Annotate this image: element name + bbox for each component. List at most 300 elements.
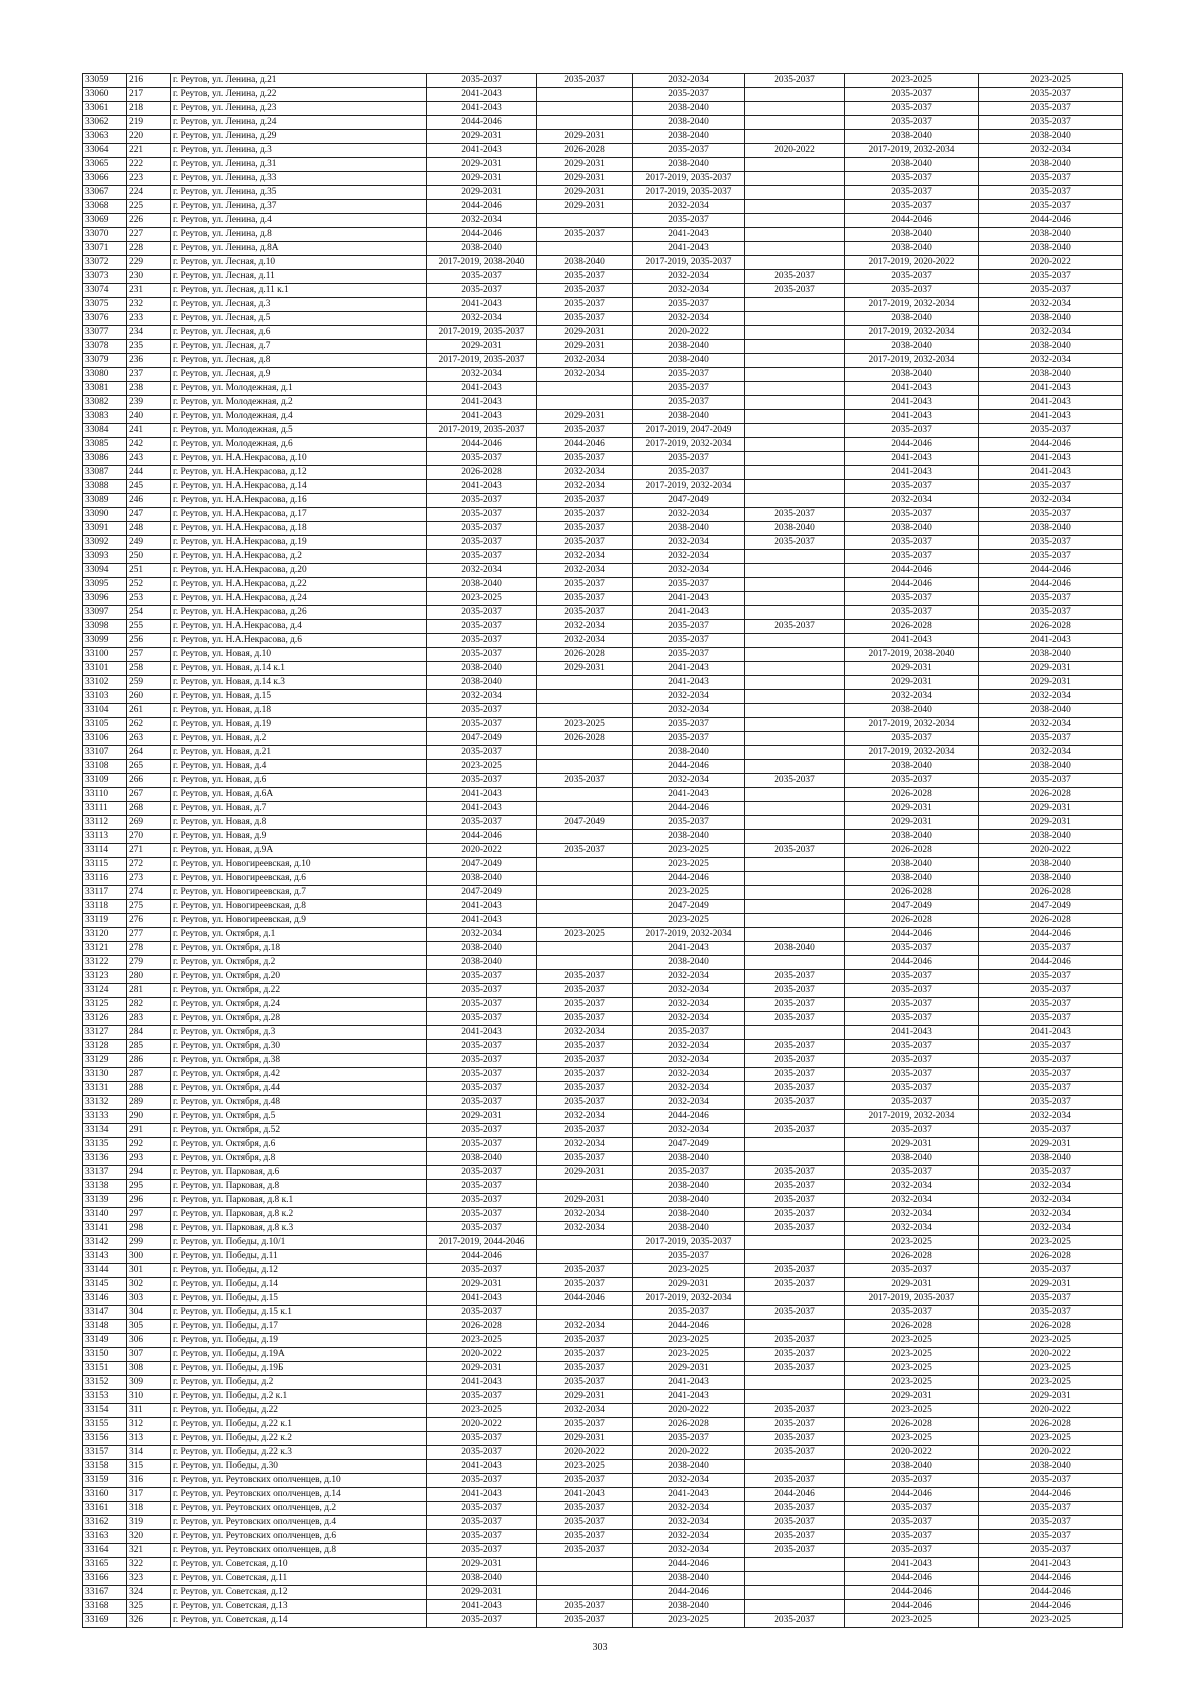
address-cell: г. Реутов, ул. Новогиреевская, д.6: [171, 872, 427, 886]
row-number-cell: 227: [127, 228, 171, 242]
address-cell: г. Реутов, ул. Н.А.Некрасова, д.14: [171, 480, 427, 494]
period-cell-6: 2038-2040: [979, 158, 1123, 172]
period-cell-4: [745, 354, 845, 368]
period-cell-6: 2044-2046: [979, 214, 1123, 228]
period-cell-3: 2032-2034: [633, 1474, 745, 1488]
row-number-cell: 286: [127, 1054, 171, 1068]
address-cell: г. Реутов, ул. Октября, д.30: [171, 1040, 427, 1054]
period-cell-1: 2035-2037: [427, 522, 537, 536]
schedule-table: [82, 73, 1123, 1628]
row-id-cell: 33155: [83, 1418, 127, 1432]
row-id-cell: 33161: [83, 1502, 127, 1516]
row-id-cell: 33137: [83, 1166, 127, 1180]
period-cell-3: 2032-2034: [633, 1012, 745, 1026]
period-cell-4: [745, 172, 845, 186]
period-cell-1: 2029-2031: [427, 172, 537, 186]
period-cell-4: 2035-2037: [745, 1418, 845, 1432]
period-cell-4: [745, 1376, 845, 1390]
period-cell-4: [745, 900, 845, 914]
row-number-cell: 326: [127, 1614, 171, 1628]
period-cell-2: [537, 382, 633, 396]
address-cell: г. Реутов, ул. Новогиреевская, д.7: [171, 886, 427, 900]
row-number-cell: 308: [127, 1362, 171, 1376]
period-cell-2: 2023-2025: [537, 718, 633, 732]
period-cell-3: 2023-2025: [633, 914, 745, 928]
period-cell-4: 2035-2037: [745, 984, 845, 998]
period-cell-2: 2035-2037: [537, 1278, 633, 1292]
table-row: [83, 732, 1123, 746]
period-cell-4: 2035-2037: [745, 1124, 845, 1138]
period-cell-3: 2038-2040: [633, 956, 745, 970]
period-cell-3: 2035-2037: [633, 816, 745, 830]
period-cell-4: [745, 760, 845, 774]
period-cell-3: 2032-2034: [633, 550, 745, 564]
period-cell-3: 2041-2043: [633, 1376, 745, 1390]
period-cell-6: 2038-2040: [979, 228, 1123, 242]
period-cell-5: 2023-2025: [845, 1432, 979, 1446]
address-cell: г. Реутов, ул. Победы, д.22 к.1: [171, 1418, 427, 1432]
period-cell-6: 2041-2043: [979, 396, 1123, 410]
row-number-cell: 223: [127, 172, 171, 186]
row-id-cell: 33140: [83, 1208, 127, 1222]
table-row: [83, 466, 1123, 480]
period-cell-5: 2032-2034: [845, 1208, 979, 1222]
period-cell-2: 2020-2022: [537, 1446, 633, 1460]
period-cell-1: 2035-2037: [427, 1390, 537, 1404]
period-cell-2: [537, 396, 633, 410]
period-cell-3: 2044-2046: [633, 1558, 745, 1572]
address-cell: г. Реутов, ул. Ленина, д.21: [171, 74, 427, 88]
period-cell-6: 2038-2040: [979, 872, 1123, 886]
period-cell-5: 2035-2037: [845, 186, 979, 200]
period-cell-2: 2023-2025: [537, 928, 633, 942]
table-row: [83, 200, 1123, 214]
period-cell-5: 2035-2037: [845, 1166, 979, 1180]
address-cell: г. Реутов, ул. Новогиреевская, д.8: [171, 900, 427, 914]
row-number-cell: 274: [127, 886, 171, 900]
period-cell-3: 2038-2040: [633, 354, 745, 368]
row-number-cell: 291: [127, 1124, 171, 1138]
row-number-cell: 218: [127, 102, 171, 116]
period-cell-3: 2035-2037: [633, 1306, 745, 1320]
address-cell: г. Реутов, ул. Лесная, д.7: [171, 340, 427, 354]
period-cell-4: 2035-2037: [745, 1530, 845, 1544]
table-row: [83, 1362, 1123, 1376]
row-number-cell: 235: [127, 340, 171, 354]
row-id-cell: 33158: [83, 1460, 127, 1474]
table-row: [83, 1572, 1123, 1586]
period-cell-4: [745, 256, 845, 270]
period-cell-2: [537, 788, 633, 802]
row-id-cell: 33080: [83, 368, 127, 382]
period-cell-3: 2044-2046: [633, 872, 745, 886]
period-cell-5: 2044-2046: [845, 564, 979, 578]
period-cell-3: 2038-2040: [633, 522, 745, 536]
row-id-cell: 33168: [83, 1600, 127, 1614]
row-number-cell: 217: [127, 88, 171, 102]
row-number-cell: 299: [127, 1236, 171, 1250]
period-cell-4: 2035-2037: [745, 1054, 845, 1068]
period-cell-3: 2032-2034: [633, 1068, 745, 1082]
period-cell-2: 2035-2037: [537, 1530, 633, 1544]
period-cell-4: [745, 1292, 845, 1306]
row-number-cell: 298: [127, 1222, 171, 1236]
period-cell-5: 2035-2037: [845, 606, 979, 620]
address-cell: г. Реутов, ул. Молодежная, д.4: [171, 410, 427, 424]
period-cell-2: [537, 676, 633, 690]
row-id-cell: 33086: [83, 452, 127, 466]
period-cell-3: 2020-2022: [633, 1446, 745, 1460]
period-cell-2: 2026-2028: [537, 648, 633, 662]
period-cell-1: 2029-2031: [427, 1586, 537, 1600]
address-cell: г. Реутов, ул. Новая, д.7: [171, 802, 427, 816]
address-cell: г. Реутов, ул. Победы, д.14: [171, 1278, 427, 1292]
period-cell-5: 2035-2037: [845, 116, 979, 130]
period-cell-3: 2032-2034: [633, 1502, 745, 1516]
address-cell: г. Реутов, ул. Советская, д.12: [171, 1586, 427, 1600]
period-cell-1: 2041-2043: [427, 382, 537, 396]
period-cell-6: 2041-2043: [979, 410, 1123, 424]
period-cell-1: 2044-2046: [427, 200, 537, 214]
address-cell: г. Реутов, ул. Октября, д.5: [171, 1110, 427, 1124]
period-cell-6: 2038-2040: [979, 340, 1123, 354]
period-cell-4: [745, 438, 845, 452]
period-cell-4: [745, 494, 845, 508]
period-cell-3: 2035-2037: [633, 1166, 745, 1180]
period-cell-6: 2029-2031: [979, 802, 1123, 816]
period-cell-4: [745, 676, 845, 690]
table-row: [83, 1404, 1123, 1418]
table-row: [83, 1320, 1123, 1334]
period-cell-5: 2035-2037: [845, 200, 979, 214]
row-number-cell: 310: [127, 1390, 171, 1404]
period-cell-3: 2032-2034: [633, 536, 745, 550]
period-cell-4: [745, 746, 845, 760]
table-row: [83, 284, 1123, 298]
row-id-cell: 33096: [83, 592, 127, 606]
period-cell-2: 2032-2034: [537, 1320, 633, 1334]
row-number-cell: 249: [127, 536, 171, 550]
table-row: [83, 550, 1123, 564]
period-cell-6: 2026-2028: [979, 886, 1123, 900]
table-row: [83, 536, 1123, 550]
row-number-cell: 292: [127, 1138, 171, 1152]
period-cell-6: 2026-2028: [979, 788, 1123, 802]
row-number-cell: 323: [127, 1572, 171, 1586]
table-row: [83, 74, 1123, 88]
period-cell-2: 2032-2034: [537, 634, 633, 648]
row-number-cell: 289: [127, 1096, 171, 1110]
row-id-cell: 33143: [83, 1250, 127, 1264]
period-cell-4: 2038-2040: [745, 522, 845, 536]
table-row: [83, 1516, 1123, 1530]
row-id-cell: 33115: [83, 858, 127, 872]
row-id-cell: 33083: [83, 410, 127, 424]
period-cell-2: 2029-2031: [537, 326, 633, 340]
table-row: [83, 1152, 1123, 1166]
period-cell-3: 2038-2040: [633, 746, 745, 760]
address-cell: г. Реутов, ул. Лесная, д.11: [171, 270, 427, 284]
period-cell-2: 2047-2049: [537, 816, 633, 830]
period-cell-1: 2032-2034: [427, 312, 537, 326]
row-id-cell: 33069: [83, 214, 127, 228]
row-number-cell: 262: [127, 718, 171, 732]
period-cell-4: [745, 886, 845, 900]
period-cell-5: 2035-2037: [845, 1096, 979, 1110]
table-row: [83, 942, 1123, 956]
period-cell-4: [745, 718, 845, 732]
address-cell: г. Реутов, ул. Лесная, д.10: [171, 256, 427, 270]
period-cell-2: [537, 116, 633, 130]
period-cell-2: 2035-2037: [537, 424, 633, 438]
period-cell-2: [537, 858, 633, 872]
row-number-cell: 251: [127, 564, 171, 578]
period-cell-1: 2047-2049: [427, 858, 537, 872]
row-id-cell: 33136: [83, 1152, 127, 1166]
row-id-cell: 33067: [83, 186, 127, 200]
table-row: [83, 186, 1123, 200]
period-cell-5: 2017-2019, 2032-2034: [845, 746, 979, 760]
period-cell-1: 2041-2043: [427, 410, 537, 424]
period-cell-5: 2035-2037: [845, 88, 979, 102]
period-cell-5: 2032-2034: [845, 1222, 979, 1236]
table-row: [83, 606, 1123, 620]
table-row: [83, 256, 1123, 270]
row-id-cell: 33147: [83, 1306, 127, 1320]
period-cell-1: 2035-2037: [427, 550, 537, 564]
period-cell-4: [745, 396, 845, 410]
period-cell-3: 2020-2022: [633, 326, 745, 340]
period-cell-5: 2035-2037: [845, 102, 979, 116]
table-row: [83, 1502, 1123, 1516]
address-cell: г. Реутов, ул. Октября, д.28: [171, 1012, 427, 1026]
period-cell-1: 2044-2046: [427, 830, 537, 844]
period-cell-6: 2038-2040: [979, 242, 1123, 256]
row-number-cell: 229: [127, 256, 171, 270]
period-cell-6: 2044-2046: [979, 1586, 1123, 1600]
period-cell-5: 2041-2043: [845, 1558, 979, 1572]
period-cell-2: 2035-2037: [537, 1124, 633, 1138]
row-number-cell: 312: [127, 1418, 171, 1432]
period-cell-6: 2020-2022: [979, 844, 1123, 858]
table-row: [83, 1530, 1123, 1544]
table-row: [83, 354, 1123, 368]
table-row: [83, 410, 1123, 424]
period-cell-1: 2020-2022: [427, 844, 537, 858]
period-cell-5: 2038-2040: [845, 872, 979, 886]
period-cell-2: 2029-2031: [537, 1432, 633, 1446]
period-cell-4: 2035-2037: [745, 1068, 845, 1082]
period-cell-5: 2038-2040: [845, 704, 979, 718]
period-cell-6: 2044-2046: [979, 578, 1123, 592]
period-cell-3: 2032-2034: [633, 998, 745, 1012]
period-cell-1: 2041-2043: [427, 144, 537, 158]
row-number-cell: 267: [127, 788, 171, 802]
period-cell-4: [745, 802, 845, 816]
period-cell-4: [745, 1558, 845, 1572]
period-cell-3: 2026-2028: [633, 1418, 745, 1432]
row-id-cell: 33091: [83, 522, 127, 536]
period-cell-1: 2035-2037: [427, 1530, 537, 1544]
address-cell: г. Реутов, ул. Победы, д.10/1: [171, 1236, 427, 1250]
address-cell: г. Реутов, ул. Победы, д.22 к.3: [171, 1446, 427, 1460]
period-cell-5: 2029-2031: [845, 1390, 979, 1404]
table-row: [83, 1068, 1123, 1082]
period-cell-4: [745, 1600, 845, 1614]
row-number-cell: 244: [127, 466, 171, 480]
table-row: [83, 1138, 1123, 1152]
period-cell-3: 2035-2037: [633, 1026, 745, 1040]
period-cell-2: 2035-2037: [537, 298, 633, 312]
address-cell: г. Реутов, ул. Парковая, д.6: [171, 1166, 427, 1180]
period-cell-4: [745, 858, 845, 872]
row-number-cell: 221: [127, 144, 171, 158]
table-row: [83, 704, 1123, 718]
period-cell-5: 2035-2037: [845, 1124, 979, 1138]
period-cell-5: 2044-2046: [845, 214, 979, 228]
period-cell-2: [537, 1586, 633, 1600]
period-cell-5: 2035-2037: [845, 1502, 979, 1516]
period-cell-3: 2035-2037: [633, 214, 745, 228]
period-cell-5: 2017-2019, 2032-2034: [845, 1110, 979, 1124]
period-cell-1: 2035-2037: [427, 1068, 537, 1082]
table-row: [83, 718, 1123, 732]
period-cell-1: 2041-2043: [427, 1376, 537, 1390]
row-number-cell: 313: [127, 1432, 171, 1446]
period-cell-5: 2020-2022: [845, 1446, 979, 1460]
address-cell: г. Реутов, ул. Победы, д.19А: [171, 1348, 427, 1362]
row-number-cell: 309: [127, 1376, 171, 1390]
row-number-cell: 325: [127, 1600, 171, 1614]
period-cell-3: 2017-2019, 2047-2049: [633, 424, 745, 438]
row-number-cell: 240: [127, 410, 171, 424]
row-number-cell: 297: [127, 1208, 171, 1222]
period-cell-2: 2035-2037: [537, 592, 633, 606]
period-cell-6: 2032-2034: [979, 494, 1123, 508]
period-cell-2: 2026-2028: [537, 144, 633, 158]
period-cell-4: 2020-2022: [745, 144, 845, 158]
period-cell-6: 2032-2034: [979, 1208, 1123, 1222]
period-cell-1: 2038-2040: [427, 578, 537, 592]
period-cell-2: 2032-2034: [537, 1026, 633, 1040]
period-cell-6: 2029-2031: [979, 1278, 1123, 1292]
period-cell-5: 2017-2019, 2038-2040: [845, 648, 979, 662]
period-cell-3: 2020-2022: [633, 1404, 745, 1418]
table-row: [83, 242, 1123, 256]
period-cell-4: [745, 130, 845, 144]
row-number-cell: 247: [127, 508, 171, 522]
period-cell-2: [537, 1236, 633, 1250]
row-number-cell: 264: [127, 746, 171, 760]
row-number-cell: 230: [127, 270, 171, 284]
period-cell-1: 2035-2037: [427, 1222, 537, 1236]
period-cell-2: 2029-2031: [537, 186, 633, 200]
period-cell-6: 2038-2040: [979, 704, 1123, 718]
period-cell-5: 2035-2037: [845, 1012, 979, 1026]
period-cell-3: 2041-2043: [633, 788, 745, 802]
period-cell-2: 2035-2037: [537, 1054, 633, 1068]
row-id-cell: 33059: [83, 74, 127, 88]
period-cell-4: [745, 242, 845, 256]
period-cell-2: 2032-2034: [537, 480, 633, 494]
row-number-cell: 216: [127, 74, 171, 88]
row-id-cell: 33154: [83, 1404, 127, 1418]
period-cell-4: 2035-2037: [745, 74, 845, 88]
row-number-cell: 324: [127, 1586, 171, 1600]
period-cell-6: 2035-2037: [979, 480, 1123, 494]
period-cell-1: 2035-2037: [427, 284, 537, 298]
table-row: [83, 1026, 1123, 1040]
period-cell-3: 2029-2031: [633, 1362, 745, 1376]
table-row: [83, 270, 1123, 284]
period-cell-2: 2032-2034: [537, 1208, 633, 1222]
period-cell-4: [745, 1138, 845, 1152]
period-cell-6: 2038-2040: [979, 1152, 1123, 1166]
period-cell-6: 2035-2037: [979, 1040, 1123, 1054]
period-cell-5: 2038-2040: [845, 130, 979, 144]
period-cell-1: 2041-2043: [427, 788, 537, 802]
table-row: [83, 746, 1123, 760]
row-number-cell: 307: [127, 1348, 171, 1362]
period-cell-4: 2035-2037: [745, 1194, 845, 1208]
period-cell-4: 2035-2037: [745, 774, 845, 788]
row-id-cell: 33142: [83, 1236, 127, 1250]
period-cell-1: 2035-2037: [427, 634, 537, 648]
period-cell-2: 2035-2037: [537, 312, 633, 326]
address-cell: г. Реутов, ул. Парковая, д.8 к.3: [171, 1222, 427, 1236]
period-cell-3: 2035-2037: [633, 396, 745, 410]
period-cell-4: 2035-2037: [745, 1208, 845, 1222]
address-cell: г. Реутов, ул. Н.А.Некрасова, д.6: [171, 634, 427, 648]
period-cell-5: 2035-2037: [845, 1068, 979, 1082]
period-cell-6: 2038-2040: [979, 858, 1123, 872]
period-cell-2: [537, 914, 633, 928]
period-cell-2: 2032-2034: [537, 1138, 633, 1152]
period-cell-1: 2035-2037: [427, 1166, 537, 1180]
period-cell-3: 2035-2037: [633, 732, 745, 746]
row-number-cell: 236: [127, 354, 171, 368]
period-cell-4: 2035-2037: [745, 1040, 845, 1054]
table-row: [83, 900, 1123, 914]
period-cell-6: 2020-2022: [979, 1404, 1123, 1418]
period-cell-3: 2032-2034: [633, 1530, 745, 1544]
row-id-cell: 33075: [83, 298, 127, 312]
row-id-cell: 33119: [83, 914, 127, 928]
row-number-cell: 250: [127, 550, 171, 564]
period-cell-4: [745, 914, 845, 928]
period-cell-2: [537, 88, 633, 102]
row-id-cell: 33114: [83, 844, 127, 858]
period-cell-2: 2035-2037: [537, 1012, 633, 1026]
period-cell-4: 2035-2037: [745, 970, 845, 984]
period-cell-4: 2035-2037: [745, 1502, 845, 1516]
period-cell-3: 2032-2034: [633, 284, 745, 298]
period-cell-1: 2047-2049: [427, 732, 537, 746]
period-cell-2: 2035-2037: [537, 1348, 633, 1362]
address-cell: г. Реутов, ул. Новая, д.19: [171, 718, 427, 732]
table-row: [83, 1544, 1123, 1558]
row-id-cell: 33163: [83, 1530, 127, 1544]
address-cell: г. Реутов, ул. Ленина, д.37: [171, 200, 427, 214]
period-cell-2: 2035-2037: [537, 1068, 633, 1082]
row-number-cell: 285: [127, 1040, 171, 1054]
period-cell-6: 2029-2031: [979, 676, 1123, 690]
address-cell: г. Реутов, ул. Победы, д.2: [171, 1376, 427, 1390]
table-row: [83, 1460, 1123, 1474]
period-cell-6: 2026-2028: [979, 1250, 1123, 1264]
period-cell-6: 2032-2034: [979, 690, 1123, 704]
period-cell-2: [537, 242, 633, 256]
